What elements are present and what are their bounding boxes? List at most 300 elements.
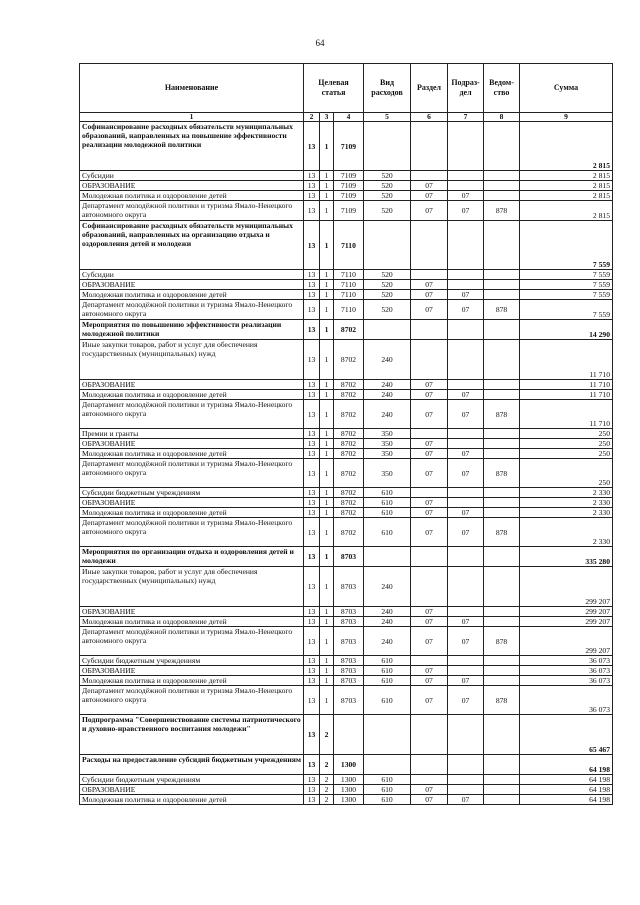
target-code-2: 1 bbox=[320, 300, 334, 320]
subsection-code bbox=[448, 755, 484, 775]
target-code-3: 7110 bbox=[334, 280, 364, 290]
department-code bbox=[484, 270, 520, 280]
table-row bbox=[80, 676, 613, 686]
subsection-code bbox=[448, 429, 484, 439]
table-row bbox=[80, 488, 613, 498]
expense-type-code: 610 bbox=[364, 518, 411, 547]
header-target: Целевая статья bbox=[304, 64, 364, 113]
department-code bbox=[484, 676, 520, 686]
section-code: 07 bbox=[411, 300, 448, 320]
table-row bbox=[80, 439, 613, 449]
target-code-3: 8703 bbox=[334, 567, 364, 607]
target-code-3: 8703 bbox=[334, 666, 364, 676]
table-row bbox=[80, 429, 613, 439]
table-row bbox=[80, 715, 613, 755]
sum-value: 299 207 bbox=[520, 567, 613, 607]
row-name: Субсидии бюджетным учреждениям bbox=[80, 488, 304, 498]
sum-value: 64 198 bbox=[520, 785, 613, 795]
sum-value: 64 198 bbox=[520, 755, 613, 775]
target-code-2: 1 bbox=[320, 191, 334, 201]
header-section: Раздел bbox=[411, 64, 448, 113]
subsection-code bbox=[448, 270, 484, 280]
expense-type-code bbox=[364, 547, 411, 567]
column-number: 8 bbox=[484, 113, 520, 122]
table-row bbox=[80, 390, 613, 400]
subsection-code: 07 bbox=[448, 627, 484, 656]
target-code-1: 13 bbox=[304, 627, 320, 656]
table-row bbox=[80, 290, 613, 300]
subsection-code bbox=[448, 122, 484, 171]
row-name: Расходы на предоставление субсидий бюджетным учреждениям bbox=[80, 755, 304, 775]
sum-value: 36 073 bbox=[520, 666, 613, 676]
header-sum: Сумма bbox=[520, 64, 613, 113]
column-number: 1 bbox=[80, 113, 304, 122]
department-code: 878 bbox=[484, 518, 520, 547]
department-code bbox=[484, 508, 520, 518]
target-code-3: 8702 bbox=[334, 449, 364, 459]
header-subsection: Подраз-дел bbox=[448, 64, 484, 113]
department-code: 878 bbox=[484, 201, 520, 221]
subsection-code bbox=[448, 715, 484, 755]
target-code-1: 13 bbox=[304, 498, 320, 508]
table-row bbox=[80, 340, 613, 380]
section-code: 07 bbox=[411, 191, 448, 201]
column-number: 3 bbox=[320, 113, 334, 122]
target-code-1: 13 bbox=[304, 300, 320, 320]
target-code-1: 13 bbox=[304, 775, 320, 785]
target-code-1: 13 bbox=[304, 488, 320, 498]
expense-type-code: 240 bbox=[364, 390, 411, 400]
expense-type-code: 610 bbox=[364, 775, 411, 785]
department-code bbox=[484, 755, 520, 775]
target-code-3: 7110 bbox=[334, 270, 364, 280]
target-code-2: 1 bbox=[320, 627, 334, 656]
target-code-3: 8702 bbox=[334, 429, 364, 439]
target-code-3: 1300 bbox=[334, 755, 364, 775]
section-code: 07 bbox=[411, 666, 448, 676]
target-code-3: 1300 bbox=[334, 795, 364, 805]
sum-value: 2 330 bbox=[520, 508, 613, 518]
row-name: ОБРАЗОВАНИЕ bbox=[80, 607, 304, 617]
department-code bbox=[484, 122, 520, 171]
row-name: Молодежная политика и оздоровление детей bbox=[80, 795, 304, 805]
subsection-code: 07 bbox=[448, 390, 484, 400]
target-code-3 bbox=[334, 715, 364, 755]
target-code-1: 13 bbox=[304, 340, 320, 380]
expense-type-code: 520 bbox=[364, 290, 411, 300]
department-code bbox=[484, 547, 520, 567]
department-code bbox=[484, 221, 520, 270]
subsection-code: 07 bbox=[448, 459, 484, 488]
target-code-3: 8703 bbox=[334, 607, 364, 617]
subsection-code bbox=[448, 439, 484, 449]
subsection-code bbox=[448, 666, 484, 676]
row-name: Мероприятия по повышению эффективности реализации молодежной политики bbox=[80, 320, 304, 340]
section-code: 07 bbox=[411, 785, 448, 795]
target-code-1: 13 bbox=[304, 429, 320, 439]
department-code: 878 bbox=[484, 459, 520, 488]
department-code bbox=[484, 380, 520, 390]
expense-type-code: 240 bbox=[364, 617, 411, 627]
subsection-code bbox=[448, 567, 484, 607]
table-row bbox=[80, 221, 613, 270]
expense-type-code: 520 bbox=[364, 171, 411, 181]
target-code-2: 1 bbox=[320, 617, 334, 627]
subsection-code bbox=[448, 181, 484, 191]
expense-type-code: 240 bbox=[364, 607, 411, 617]
department-code bbox=[484, 617, 520, 627]
target-code-3: 8703 bbox=[334, 676, 364, 686]
section-code bbox=[411, 429, 448, 439]
row-name: Молодежная политика и оздоровление детей bbox=[80, 290, 304, 300]
target-code-1: 13 bbox=[304, 191, 320, 201]
expense-type-code: 520 bbox=[364, 181, 411, 191]
target-code-3: 1300 bbox=[334, 785, 364, 795]
target-code-2: 1 bbox=[320, 547, 334, 567]
column-number: 4 bbox=[334, 113, 364, 122]
budget-table bbox=[79, 63, 613, 805]
sum-value: 64 198 bbox=[520, 795, 613, 805]
header-department: Ведом-ство bbox=[484, 64, 520, 113]
target-code-2: 2 bbox=[320, 775, 334, 785]
target-code-3: 7110 bbox=[334, 290, 364, 300]
section-code bbox=[411, 122, 448, 171]
subsection-code: 07 bbox=[448, 400, 484, 429]
expense-type-code: 240 bbox=[364, 627, 411, 656]
sum-value: 36 073 bbox=[520, 656, 613, 666]
department-code bbox=[484, 191, 520, 201]
target-code-3: 8702 bbox=[334, 340, 364, 380]
department-code: 878 bbox=[484, 627, 520, 656]
subsection-code: 07 bbox=[448, 449, 484, 459]
table-row bbox=[80, 459, 613, 488]
target-code-1: 13 bbox=[304, 290, 320, 300]
table-row bbox=[80, 270, 613, 280]
subsection-code bbox=[448, 785, 484, 795]
target-code-2: 1 bbox=[320, 508, 334, 518]
target-code-2: 1 bbox=[320, 518, 334, 547]
target-code-2: 1 bbox=[320, 390, 334, 400]
sum-value: 11 710 bbox=[520, 400, 613, 429]
header-name: Наименование bbox=[80, 64, 304, 113]
target-code-2: 2 bbox=[320, 795, 334, 805]
sum-value: 7 559 bbox=[520, 300, 613, 320]
section-code: 07 bbox=[411, 400, 448, 429]
expense-type-code: 610 bbox=[364, 686, 411, 715]
sum-value: 11 710 bbox=[520, 380, 613, 390]
table-row bbox=[80, 617, 613, 627]
table-row bbox=[80, 666, 613, 676]
table-row bbox=[80, 191, 613, 201]
table-row bbox=[80, 280, 613, 290]
department-code: 878 bbox=[484, 686, 520, 715]
table-row bbox=[80, 518, 613, 547]
target-code-1: 13 bbox=[304, 459, 320, 488]
department-code bbox=[484, 795, 520, 805]
department-code bbox=[484, 290, 520, 300]
subsection-code bbox=[448, 607, 484, 617]
expense-type-code: 350 bbox=[364, 449, 411, 459]
row-name: Молодежная политика и оздоровление детей bbox=[80, 676, 304, 686]
expense-type-code: 610 bbox=[364, 676, 411, 686]
section-code bbox=[411, 775, 448, 785]
department-code bbox=[484, 656, 520, 666]
sum-value: 335 280 bbox=[520, 547, 613, 567]
column-number-row bbox=[80, 113, 613, 122]
target-code-2: 1 bbox=[320, 607, 334, 617]
row-name: Субсидии bbox=[80, 270, 304, 280]
expense-type-code: 610 bbox=[364, 795, 411, 805]
sum-value: 2 330 bbox=[520, 518, 613, 547]
expense-type-code: 610 bbox=[364, 656, 411, 666]
expense-type-code bbox=[364, 122, 411, 171]
target-code-3: 8703 bbox=[334, 627, 364, 656]
target-code-3: 7110 bbox=[334, 221, 364, 270]
target-code-3: 7109 bbox=[334, 181, 364, 191]
target-code-1: 13 bbox=[304, 380, 320, 390]
section-code: 07 bbox=[411, 201, 448, 221]
target-code-1: 13 bbox=[304, 320, 320, 340]
section-code bbox=[411, 755, 448, 775]
target-code-1: 13 bbox=[304, 795, 320, 805]
department-code bbox=[484, 390, 520, 400]
target-code-1: 13 bbox=[304, 656, 320, 666]
target-code-3: 8702 bbox=[334, 459, 364, 488]
sum-value: 250 bbox=[520, 449, 613, 459]
sum-value: 7 559 bbox=[520, 290, 613, 300]
subsection-code bbox=[448, 320, 484, 340]
sum-value: 7 559 bbox=[520, 280, 613, 290]
target-code-1: 13 bbox=[304, 567, 320, 607]
table-row bbox=[80, 785, 613, 795]
expense-type-code: 520 bbox=[364, 191, 411, 201]
target-code-3: 7109 bbox=[334, 191, 364, 201]
section-code: 07 bbox=[411, 795, 448, 805]
table-row bbox=[80, 201, 613, 221]
row-name: Мероприятия по организации отдыха и оздоровления детей и молодежи bbox=[80, 547, 304, 567]
target-code-3: 7109 bbox=[334, 201, 364, 221]
sum-value: 2 330 bbox=[520, 488, 613, 498]
target-code-2: 1 bbox=[320, 171, 334, 181]
department-code bbox=[484, 775, 520, 785]
target-code-1: 13 bbox=[304, 785, 320, 795]
target-code-2: 1 bbox=[320, 270, 334, 280]
expense-type-code: 240 bbox=[364, 380, 411, 390]
target-code-3: 8702 bbox=[334, 390, 364, 400]
target-code-2: 1 bbox=[320, 290, 334, 300]
target-code-2: 1 bbox=[320, 567, 334, 607]
target-code-2: 1 bbox=[320, 380, 334, 390]
department-code bbox=[484, 488, 520, 498]
target-code-2: 1 bbox=[320, 221, 334, 270]
target-code-3: 8703 bbox=[334, 617, 364, 627]
subsection-code: 07 bbox=[448, 191, 484, 201]
row-name: ОБРАЗОВАНИЕ bbox=[80, 280, 304, 290]
expense-type-code: 520 bbox=[364, 201, 411, 221]
table-body bbox=[80, 122, 613, 805]
department-code bbox=[484, 181, 520, 191]
target-code-3: 7109 bbox=[334, 171, 364, 181]
row-name: Субсидии bbox=[80, 171, 304, 181]
table-row bbox=[80, 449, 613, 459]
target-code-3: 8702 bbox=[334, 498, 364, 508]
sum-value: 14 290 bbox=[520, 320, 613, 340]
row-name: Департамент молодёжной политики и туризма Ямало-Ненецкого автономного округа bbox=[80, 518, 304, 547]
department-code bbox=[484, 429, 520, 439]
target-code-3: 8703 bbox=[334, 656, 364, 666]
subsection-code bbox=[448, 488, 484, 498]
table-row bbox=[80, 400, 613, 429]
section-code: 07 bbox=[411, 390, 448, 400]
section-code bbox=[411, 340, 448, 380]
section-code: 07 bbox=[411, 459, 448, 488]
expense-type-code: 240 bbox=[364, 340, 411, 380]
expense-type-code bbox=[364, 755, 411, 775]
target-code-2: 1 bbox=[320, 459, 334, 488]
target-code-1: 13 bbox=[304, 390, 320, 400]
row-name: Подпрограмма "Совершенствование системы патриотического и духовно-нравственного воспитания молодежи" bbox=[80, 715, 304, 755]
subsection-code: 07 bbox=[448, 686, 484, 715]
row-name: Молодежная политика и оздоровление детей bbox=[80, 617, 304, 627]
row-name: Премии и гранты bbox=[80, 429, 304, 439]
row-name: Софинансирование расходных обязательств муниципальных образований, направленных на повышение эффективности реализации молодежной политики bbox=[80, 122, 304, 171]
table-row bbox=[80, 300, 613, 320]
target-code-1: 13 bbox=[304, 518, 320, 547]
section-code: 07 bbox=[411, 439, 448, 449]
target-code-1: 13 bbox=[304, 666, 320, 676]
target-code-2: 1 bbox=[320, 666, 334, 676]
target-code-1: 13 bbox=[304, 201, 320, 221]
row-name: Иные закупки товаров, работ и услуг для обеспечения государственных (муниципальных) нужд bbox=[80, 567, 304, 607]
subsection-code: 07 bbox=[448, 508, 484, 518]
target-code-1: 13 bbox=[304, 547, 320, 567]
section-code: 07 bbox=[411, 449, 448, 459]
row-name: Молодежная политика и оздоровление детей bbox=[80, 508, 304, 518]
expense-type-code bbox=[364, 221, 411, 270]
sum-value: 2 815 bbox=[520, 122, 613, 171]
section-code: 07 bbox=[411, 676, 448, 686]
table-row bbox=[80, 775, 613, 785]
department-code: 878 bbox=[484, 300, 520, 320]
subsection-code: 07 bbox=[448, 201, 484, 221]
target-code-1: 13 bbox=[304, 181, 320, 191]
sum-value: 2 815 bbox=[520, 201, 613, 221]
target-code-2: 2 bbox=[320, 785, 334, 795]
subsection-code bbox=[448, 340, 484, 380]
target-code-3: 8703 bbox=[334, 686, 364, 715]
expense-type-code bbox=[364, 320, 411, 340]
column-number: 9 bbox=[520, 113, 613, 122]
row-name: Субсидии бюджетным учреждениям bbox=[80, 775, 304, 785]
target-code-1: 13 bbox=[304, 280, 320, 290]
section-code: 07 bbox=[411, 627, 448, 656]
sum-value: 11 710 bbox=[520, 390, 613, 400]
target-code-2: 1 bbox=[320, 488, 334, 498]
expense-type-code: 610 bbox=[364, 666, 411, 676]
target-code-2: 1 bbox=[320, 498, 334, 508]
section-code bbox=[411, 270, 448, 280]
section-code: 07 bbox=[411, 181, 448, 191]
target-code-1: 13 bbox=[304, 449, 320, 459]
section-code bbox=[411, 715, 448, 755]
column-number: 2 bbox=[304, 113, 320, 122]
department-code bbox=[484, 439, 520, 449]
expense-type-code: 240 bbox=[364, 567, 411, 607]
department-code: 878 bbox=[484, 400, 520, 429]
department-code bbox=[484, 498, 520, 508]
row-name: ОБРАЗОВАНИЕ bbox=[80, 666, 304, 676]
sum-value: 250 bbox=[520, 459, 613, 488]
section-code bbox=[411, 656, 448, 666]
section-code: 07 bbox=[411, 380, 448, 390]
target-code-2: 2 bbox=[320, 715, 334, 755]
target-code-2: 1 bbox=[320, 686, 334, 715]
section-code: 07 bbox=[411, 498, 448, 508]
table-row bbox=[80, 171, 613, 181]
table-row bbox=[80, 627, 613, 656]
expense-type-code: 610 bbox=[364, 508, 411, 518]
row-name: Департамент молодёжной политики и туризма Ямало-Ненецкого автономного округа bbox=[80, 201, 304, 221]
sum-value: 36 073 bbox=[520, 676, 613, 686]
target-code-3: 7109 bbox=[334, 122, 364, 171]
table-row bbox=[80, 498, 613, 508]
department-code bbox=[484, 607, 520, 617]
subsection-code bbox=[448, 775, 484, 785]
target-code-1: 13 bbox=[304, 400, 320, 429]
target-code-1: 13 bbox=[304, 508, 320, 518]
expense-type-code: 610 bbox=[364, 488, 411, 498]
target-code-2: 2 bbox=[320, 755, 334, 775]
sum-value: 7 559 bbox=[520, 270, 613, 280]
department-code bbox=[484, 567, 520, 607]
department-code bbox=[484, 280, 520, 290]
sum-value: 2 330 bbox=[520, 498, 613, 508]
expense-type-code: 350 bbox=[364, 439, 411, 449]
department-code bbox=[484, 785, 520, 795]
expense-type-code: 520 bbox=[364, 280, 411, 290]
target-code-2: 1 bbox=[320, 181, 334, 191]
target-code-3: 8702 bbox=[334, 380, 364, 390]
expense-type-code bbox=[364, 715, 411, 755]
sum-value: 2 815 bbox=[520, 191, 613, 201]
department-code bbox=[484, 320, 520, 340]
subsection-code: 07 bbox=[448, 676, 484, 686]
target-code-1: 13 bbox=[304, 617, 320, 627]
section-code bbox=[411, 547, 448, 567]
row-name: ОБРАЗОВАНИЕ bbox=[80, 439, 304, 449]
department-code bbox=[484, 340, 520, 380]
table-row bbox=[80, 656, 613, 666]
subsection-code bbox=[448, 547, 484, 567]
target-code-1: 13 bbox=[304, 607, 320, 617]
section-code bbox=[411, 567, 448, 607]
department-code bbox=[484, 171, 520, 181]
row-name: Субсидии бюджетным учреждениям bbox=[80, 656, 304, 666]
sum-value: 299 207 bbox=[520, 607, 613, 617]
target-code-2: 1 bbox=[320, 676, 334, 686]
expense-type-code: 520 bbox=[364, 270, 411, 280]
sum-value: 299 207 bbox=[520, 627, 613, 656]
target-code-3: 7110 bbox=[334, 300, 364, 320]
target-code-3: 8702 bbox=[334, 518, 364, 547]
target-code-1: 13 bbox=[304, 676, 320, 686]
row-name: ОБРАЗОВАНИЕ bbox=[80, 181, 304, 191]
department-code bbox=[484, 449, 520, 459]
target-code-1: 13 bbox=[304, 122, 320, 171]
table-row bbox=[80, 181, 613, 191]
target-code-1: 13 bbox=[304, 439, 320, 449]
section-code bbox=[411, 488, 448, 498]
